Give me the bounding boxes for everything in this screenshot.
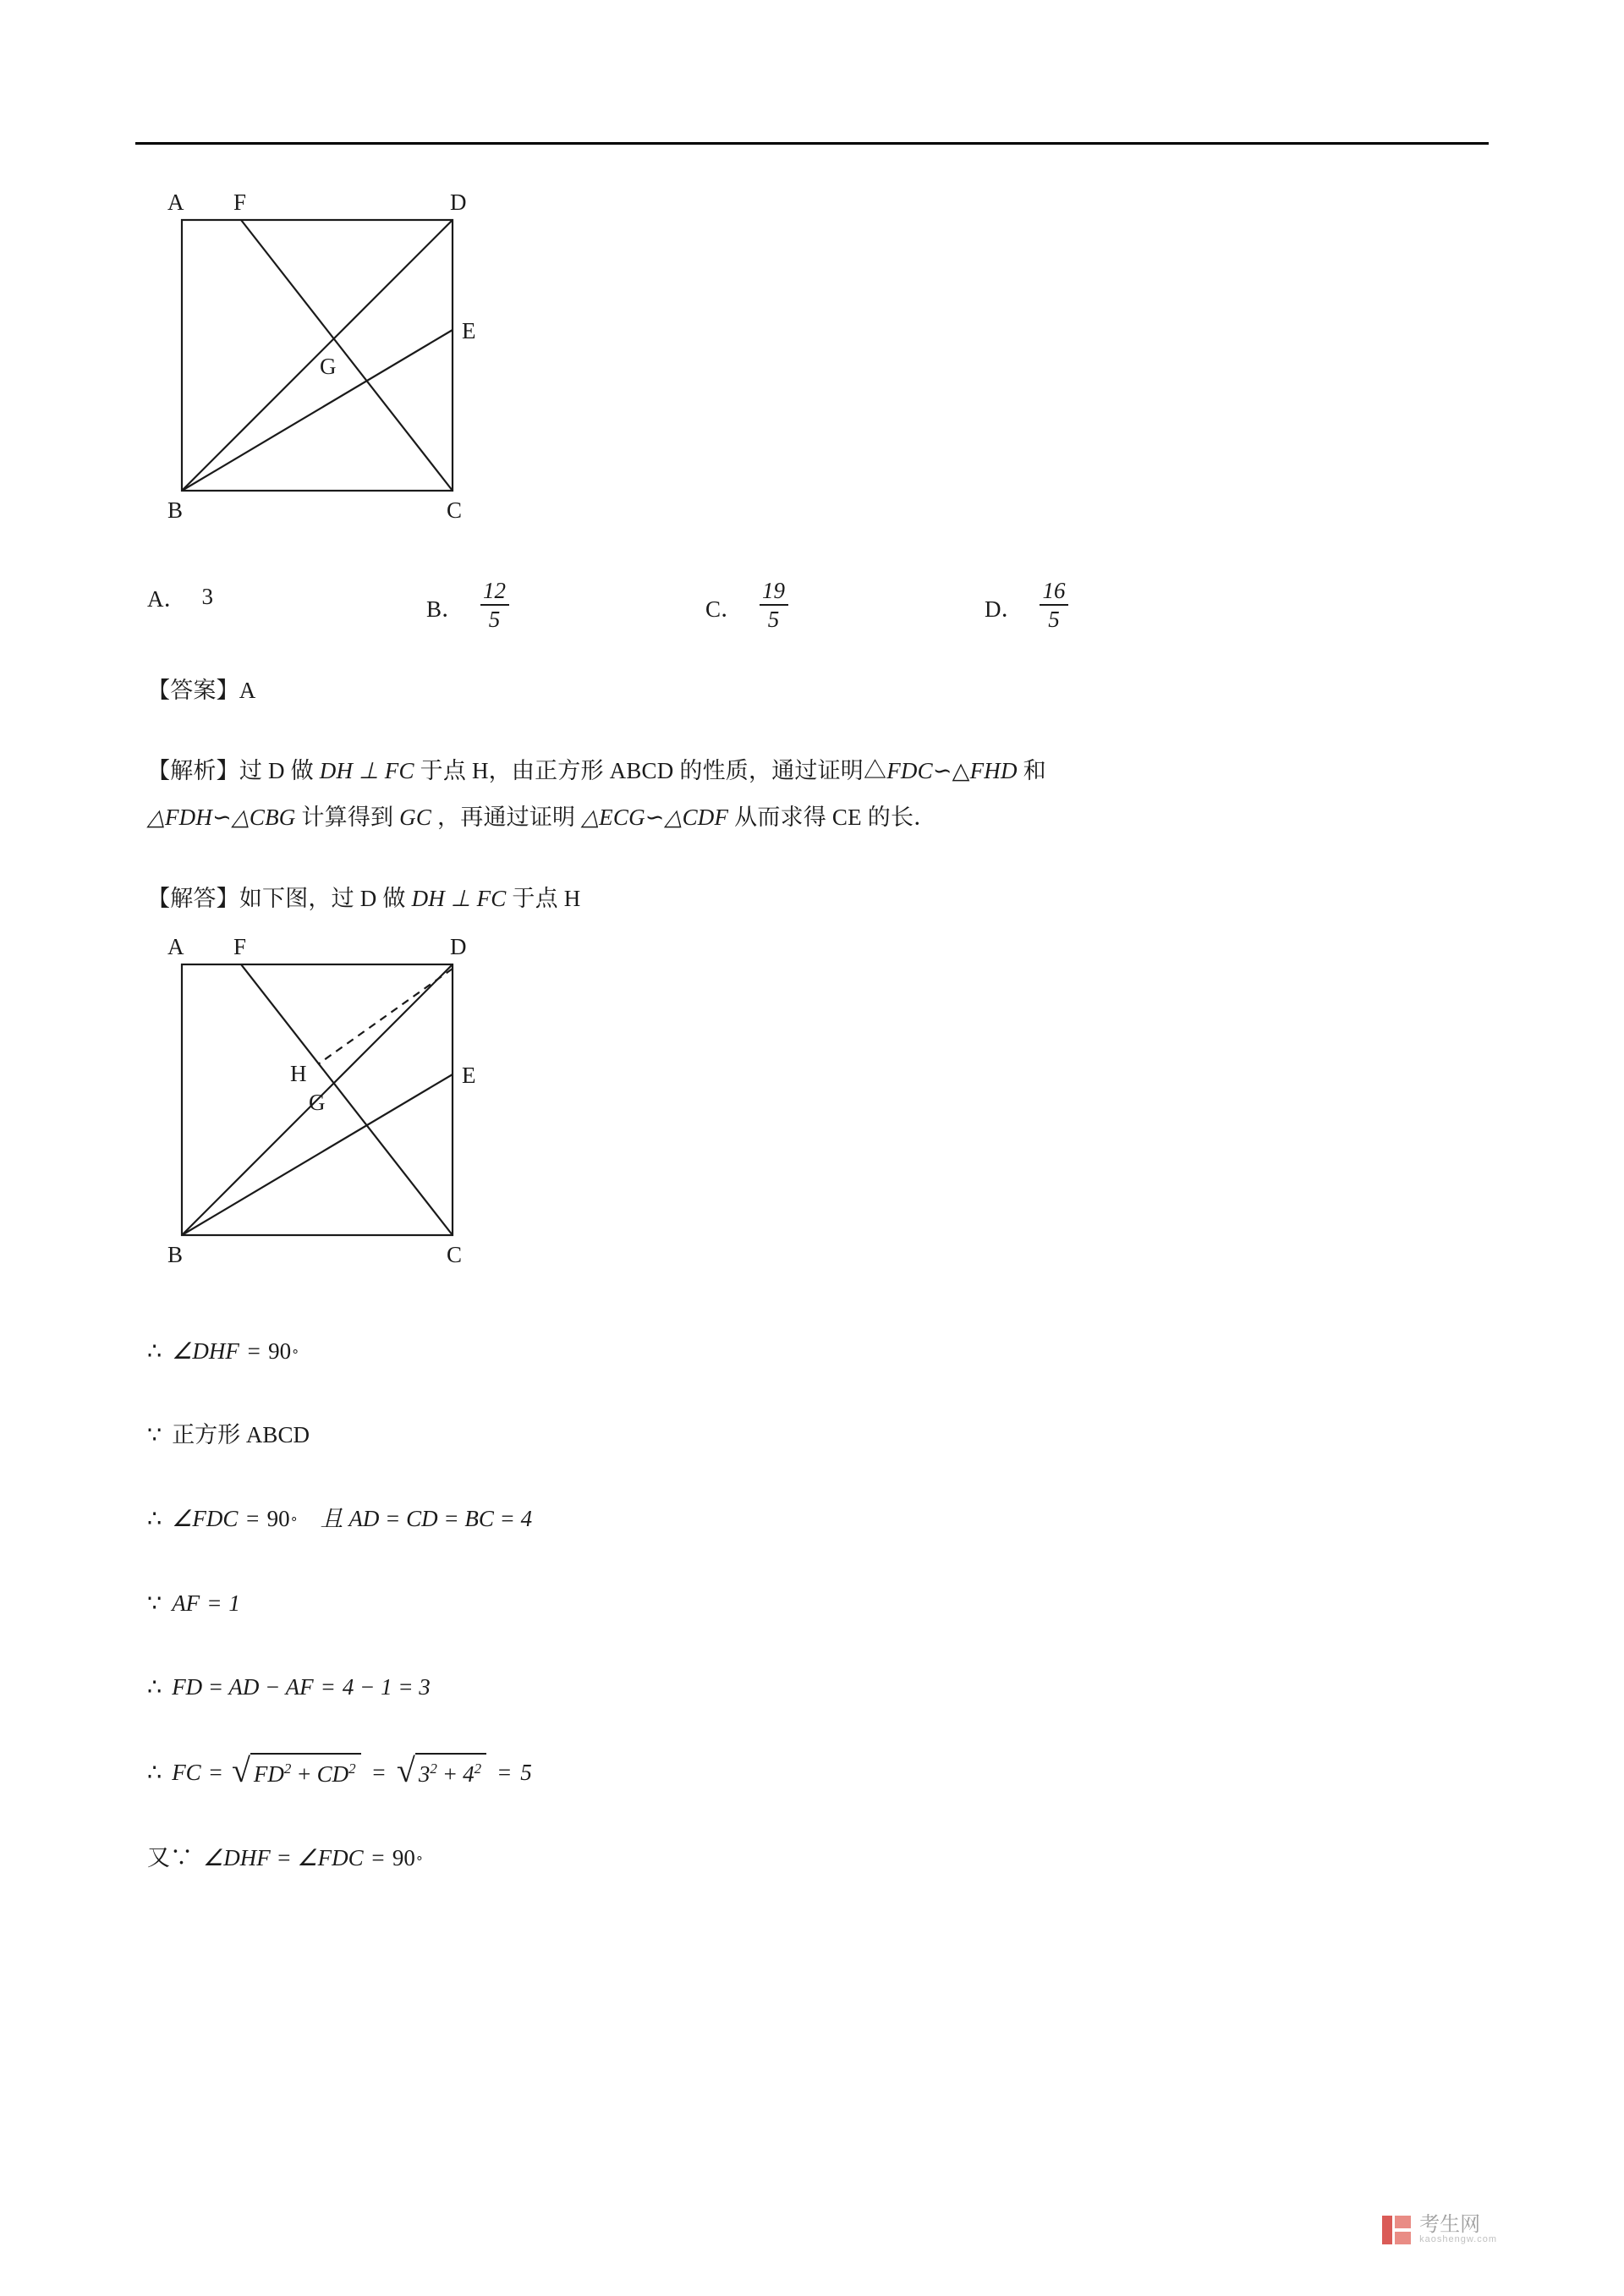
figure-2-label-F: F [233, 934, 247, 960]
figure-2-svg [152, 931, 626, 1269]
analysis-text-4: 和 [1017, 758, 1046, 784]
choice-b-tag: B． [426, 596, 465, 622]
watermark [1382, 2214, 1497, 2245]
figure-2-label-D: D [450, 934, 467, 960]
analysis-paragraph [147, 748, 1489, 842]
step-7-lead: 又∵ [147, 1845, 193, 1871]
step-3-value: 90 [266, 1506, 290, 1532]
analysis-label: 【解析】 [147, 758, 239, 784]
sqrt-1-sup1: 2 [283, 1760, 292, 1777]
figure-1-label-F: F [233, 190, 247, 215]
analysis-line2-math-5: △CDF [664, 805, 729, 831]
figure-2-label-G: G [309, 1090, 326, 1116]
degree-symbol: ∘ [289, 1512, 299, 1527]
figure-1-label-B: B [167, 497, 184, 523]
step-1 [147, 1333, 1489, 1370]
radical-sign-icon: √ [396, 1751, 415, 1789]
step-7 [147, 1840, 1489, 1876]
solution-text-2: 于点 H [506, 885, 581, 911]
choice-b-numerator: 12 [483, 578, 507, 603]
step-1-math: ∠DHF [172, 1338, 239, 1365]
analysis-line2-math-3: GC [399, 805, 432, 831]
choice-b[interactable] [426, 580, 705, 634]
step-2-lead: ∵ [147, 1422, 162, 1448]
step-7-math: ∠DHF = ∠FDC [203, 1845, 364, 1871]
step-6-fc [147, 1753, 1489, 1793]
figure-2-label-C: C [447, 1242, 463, 1268]
solution-paragraph [147, 876, 1489, 922]
step-6-lead: ∴ [147, 1760, 162, 1785]
degree-symbol: ∘ [414, 1850, 424, 1865]
sqrt-2-b: 4 [463, 1761, 475, 1787]
analysis-line2-text-2: 计算得到 [295, 805, 400, 831]
document-content [135, 169, 1489, 1876]
sqrt-1 [232, 1753, 361, 1793]
step-4 [147, 1585, 1489, 1622]
step-6-symbol: FC [172, 1760, 201, 1785]
step-6-eq3: = [497, 1760, 513, 1785]
answer-choices [147, 580, 1489, 634]
figure-2-label-H: H [290, 1061, 307, 1087]
figure-1 [152, 186, 626, 541]
step-7-value: 90 [392, 1845, 415, 1871]
analysis-line2-text-3: ，再通过证明 [431, 805, 582, 831]
degree-symbol: ∘ [291, 1343, 300, 1359]
sqrt-1-radicand [250, 1753, 361, 1793]
sqrt-2-a: 3 [418, 1761, 431, 1787]
analysis-line2-text-5: 从而求得 CE 的长． [728, 805, 937, 831]
step-3-math: ∠FDC [172, 1506, 239, 1532]
choice-b-fraction [480, 579, 509, 632]
figure-1-label-G: G [320, 354, 337, 379]
figure-2-label-A: A [167, 934, 184, 960]
figure-2-label-B: B [167, 1242, 184, 1268]
step-1-lead: ∴ [147, 1338, 162, 1365]
step-4-rel: = [206, 1590, 222, 1616]
header-rule [135, 142, 1489, 145]
choice-a-value: 3 [201, 584, 213, 609]
step-3-tail: 且 AD = CD = BC = 4 [320, 1506, 533, 1532]
step-5 [147, 1669, 1489, 1706]
figure-2-label-E: E [462, 1063, 476, 1089]
sqrt-1-a: FD [253, 1761, 284, 1787]
watermark-subtitle: kaoshengw.com [1419, 2234, 1497, 2245]
sqrt-2-sup1: 2 [430, 1760, 437, 1777]
analysis-text-3: ∽△ [932, 758, 970, 784]
solution-label: 【解答】 [147, 885, 239, 911]
step-3-rel: = [244, 1506, 261, 1532]
sqrt-2-radicand [415, 1753, 486, 1793]
step-2 [147, 1417, 1489, 1453]
step-5-math: FD = AD − AF [172, 1673, 314, 1700]
figure-1-label-A: A [167, 190, 184, 215]
answer-line: 【答案】A [147, 677, 256, 703]
step-7-rel: = [370, 1845, 386, 1871]
step-3 [147, 1501, 1489, 1537]
sqrt-2-plus: + [442, 1761, 458, 1787]
choice-c[interactable] [705, 580, 985, 634]
step-4-math: AF [172, 1590, 200, 1616]
step-2-math: 正方形 ABCD [172, 1422, 310, 1448]
watermark-text [1419, 2214, 1497, 2245]
analysis-line2-math-2: △CBG [231, 805, 296, 831]
step-5-value: 4 − 1 = 3 [342, 1673, 431, 1700]
step-4-value: 1 [228, 1590, 240, 1616]
figure-2 [152, 931, 626, 1286]
choice-c-denominator: 5 [767, 607, 780, 633]
step-3-lead: ∴ [147, 1506, 162, 1532]
logo-icon [1382, 2216, 1411, 2244]
choice-d-fraction [1040, 579, 1069, 632]
choice-b-denominator: 5 [488, 607, 501, 633]
step-6-eq1: = [207, 1760, 223, 1785]
analysis-line2-math-4: △ECG [581, 805, 645, 831]
figure-1-label-D: D [450, 190, 467, 215]
step-1-rel: = [245, 1338, 262, 1365]
watermark-title: 考生网 [1419, 2213, 1481, 2237]
sqrt-2 [397, 1753, 486, 1793]
figure-1-label-C: C [447, 497, 463, 523]
analysis-text-2: 于点 H，由正方形 ABCD 的性质，通过证明△ [414, 758, 887, 784]
analysis-line2-text-1: ∽ [212, 805, 232, 831]
choice-c-tag: C． [705, 596, 744, 622]
step-5-lead: ∴ [147, 1673, 162, 1700]
analysis-math-3: FHD [969, 758, 1018, 784]
choice-c-fraction [759, 579, 788, 632]
step-6-result: 5 [520, 1760, 532, 1785]
analysis-math-2: FDC [886, 758, 933, 784]
radical-sign-icon: √ [231, 1751, 250, 1789]
step-6-eq2: = [370, 1760, 387, 1785]
choice-d-numerator: 16 [1042, 578, 1066, 603]
choice-c-numerator: 19 [762, 578, 786, 603]
sqrt-1-sup2: 2 [348, 1760, 356, 1777]
analysis-line2-math-1: △FDH [147, 805, 213, 831]
figure-1-label-E: E [462, 318, 476, 343]
step-4-lead: ∵ [147, 1590, 162, 1616]
choice-a[interactable] [147, 580, 426, 613]
sqrt-1-plus: + [296, 1761, 312, 1787]
sqrt-2-sup2: 2 [474, 1760, 482, 1777]
sqrt-1-b: CD [316, 1761, 349, 1787]
analysis-math-1: DH ⊥ FC [319, 758, 414, 784]
choice-d[interactable] [985, 580, 1264, 634]
step-1-value: 90 [268, 1338, 292, 1365]
solution-text-1: 如下图，过 D 做 [239, 885, 412, 911]
choice-d-denominator: 5 [1048, 607, 1060, 633]
analysis-line2-text-4: ∽ [645, 805, 665, 831]
analysis-text-1: 过 D 做 [239, 758, 320, 784]
solution-math-1: DH ⊥ FC [411, 885, 507, 911]
choice-a-tag: A． [147, 586, 187, 612]
step-5-rel: = [320, 1673, 336, 1700]
choice-d-tag: D． [985, 596, 1024, 622]
figure-1-svg [152, 186, 626, 525]
